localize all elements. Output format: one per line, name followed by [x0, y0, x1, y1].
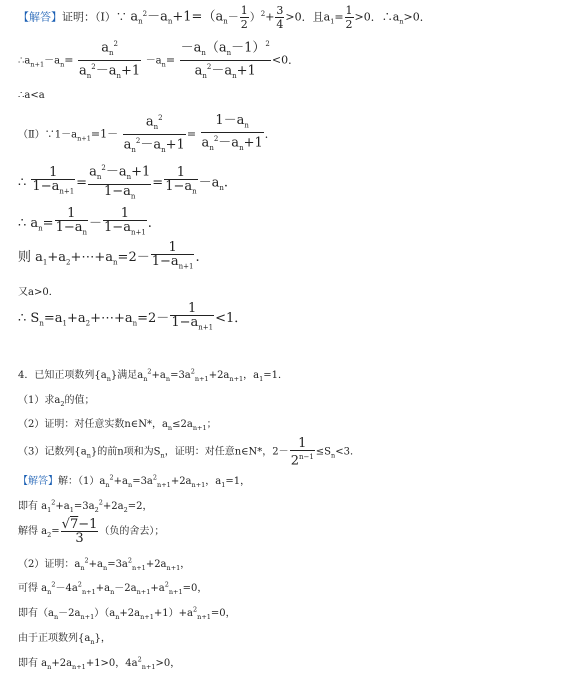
solution-step4: （2）证明：$a_n^2+a_n=3a^2_{n+1}+2a_{n+1}$， [18, 556, 191, 572]
proof-positive-line: 又a>0． [18, 287, 59, 298]
question-4-part3: （3）记数列$\{a_n\}$的前n项和为$S_n$，证明：对任意n∈N*，2－ $\frac{1}{2^{n-1}}$ $\le S_n<3$． [18, 436, 360, 469]
solution-step2: 即有 $a_1^2+a_1=3a_2^2+2a_2=2$， [18, 498, 153, 514]
solution-step6: 即有$(a_n-2a_{n+1})(a_n+2a_{n+1}+1)+a^2_{n+1}=0$， [18, 605, 236, 621]
solution-step5: 可得 $a_n^2-4a^2_{n+1}+a_n-2a_{n+1}+a^2_{n+1}=0$， [18, 580, 208, 596]
proof-monotone-line: ∴a<a [18, 90, 45, 101]
proof-part2-line: $(Ⅱ)\because 1-a_{n+1}=1-$ $\frac{a_n^2}{a_n^2-a_n+1}$ = $\frac{1-a_n}{a_n^2-a_n+1}$ ． [18, 112, 276, 154]
proof-difference-line: $\therefore a_{n+1}-a_n=$ $\frac{a_n^2}{a_n^2-a_n+1}$ $-a_n=$ $\frac{-a_n(a_n-1)^2}{a_n^2-a_n+1}$ <0． [18, 40, 300, 80]
question-4-title: 4．已知正项数列$\{a_n\}$满足$a_n^2+a_n=3a^2_{n+1}+2a_{n+1}$，$a_1=1$． [18, 367, 289, 383]
question-4-part2: （2）证明：对任意实数n∈N*，$a_n\le 2a_{n+1}$； [18, 419, 217, 432]
solution-step7: 由于正项数列$\{a_n\}$， [18, 633, 111, 646]
proof-part1-line: 【解答】证明：（Ⅰ）∵ $a_n^2-a_n+1=(a_n-$ $\frac{1}{2}$ ）$^2$+ $\frac{3}{4}$ >0．且$a_1=$ $\frac{1}{2}$ >0．$\therefore a_n>0$． [18, 4, 431, 31]
solution-step3: 解得 $a_2=$ $\frac{√7-1}{3}$ （负的舍去）； [18, 517, 165, 546]
answer-tag: 【解答】 [18, 10, 62, 24]
proof-sum-line: 则 $a_1+a_2+\cdots+a_n=2-$ $\frac{1}{1-a_{n+1}}$ . [18, 240, 200, 271]
proof-reciprocal-line: ∴ $\frac{1}{1-a_{n+1}}$ = $\frac{a_n^2-a_n+1}{1-a_n}$ = $\frac{1}{1-a_n}$ $-a_n$. [18, 164, 229, 201]
question-4-part1: （1）求$a_2$的值； [18, 395, 95, 408]
solution-step1: 【解答】解：$(1)a_n^2+a_n=3a^2_{n+1}+2a_{n+1}$，$a_1=1$， [18, 473, 251, 489]
proof-sn-bound-line: ∴ $S_n=a_1+a_2+\cdots+a_n=2-$ $\frac{1}{1-a_{n+1}}$ <1． [18, 301, 248, 332]
solution-step8: 即有 $a_n+2a_{n+1}+1>0$，$4a^2_{n+1}>0$， [18, 655, 181, 671]
proof-an-expression: ∴ $a_n=$ $\frac{1}{1-a_n}$ － $\frac{1}{1-a_{n+1}}$ . [18, 206, 152, 237]
